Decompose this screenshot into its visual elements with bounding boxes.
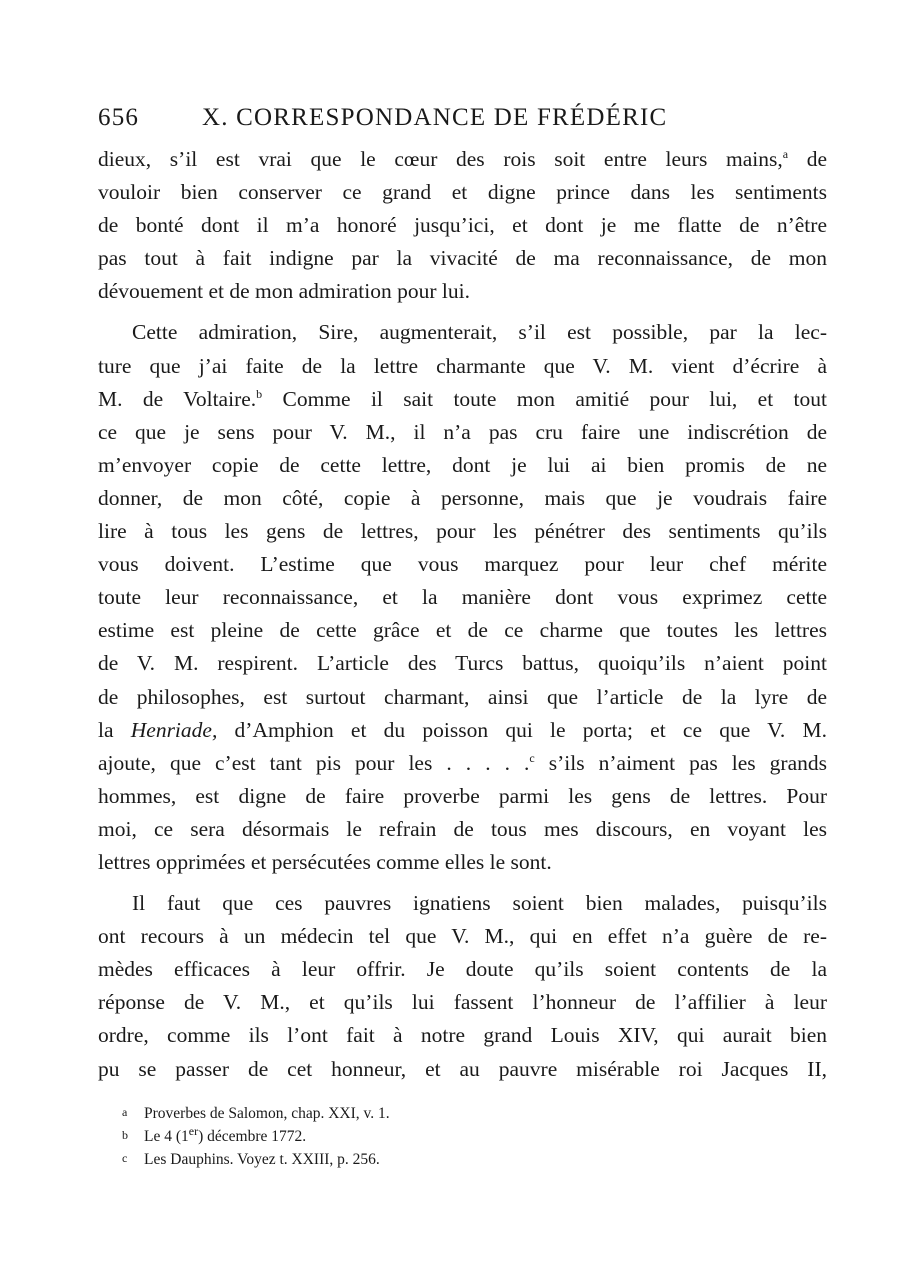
text-line: ce que je sens pour V. M., il n’a pas cru faire une indiscrétion de bbox=[98, 419, 827, 444]
footnote bbox=[122, 1101, 722, 1124]
text-line: lire à tous les gens de lettres, pour les pénétrer des sentiments qu’ils bbox=[98, 519, 827, 544]
footnote-mark: a bbox=[122, 1105, 128, 1119]
text-line: de philosophes, est surtout charmant, ainsi que l’article de la lyre de bbox=[98, 684, 827, 709]
footnote-text: Le 4 (1er) décembre 1772. bbox=[144, 1123, 307, 1145]
page-number: 656 bbox=[98, 104, 140, 131]
text-line: réponse de V. M., et qu’ils lui fassent l’honneur de l’affilier à leur bbox=[98, 990, 827, 1015]
text-line: Cette admiration, Sire, augmenterait, s’il est possible, par la lec- bbox=[132, 320, 827, 345]
text-line: toute leur reconnaissance, et la manière dont vous exprimez cette bbox=[98, 585, 827, 610]
text-line: ont recours à un médecin tel que V. M., qui en effet n’a guère de re- bbox=[98, 924, 827, 949]
running-title: X. CORRESPONDANCE DE FRÉDÉRIC bbox=[202, 104, 668, 131]
text-line: pas tout à fait indigne par la vivacité de ma reconnaissance, de mon bbox=[98, 246, 827, 271]
text-line: Il faut que ces pauvres ignatiens soient bien malades, puisqu’ils bbox=[132, 891, 827, 916]
text-line: moi, ce sera désormais le refrain de tous mes discours, en voyant les bbox=[98, 816, 827, 841]
footnote-mark: b bbox=[122, 1128, 128, 1142]
text-line: vouloir bien conserver ce grand et digne prince dans les sentiments bbox=[98, 180, 827, 205]
text-line: hommes, est digne de faire proverbe parmi les gens de lettres. Pour bbox=[98, 783, 827, 808]
text-line: mèdes efficaces à leur offrir. Je doute qu’ils soient contents de la bbox=[98, 957, 827, 982]
text-line: M. de Voltaire.$^b$ Comme il sait toute mon amitié pour lui, et tout bbox=[98, 386, 827, 411]
text-line: vous doivent. L’estime que vous marquez pour leur chef mérite bbox=[98, 552, 827, 577]
footnote bbox=[122, 1124, 722, 1147]
text-line: ajoute, que c’est tant pis pour les . . . . .$^c$ s’ils n’aiment pas les grands bbox=[98, 750, 827, 775]
running-header bbox=[98, 104, 818, 136]
text-line: pu se passer de cet honneur, et au pauvre misérable roi Jacques II, bbox=[98, 1056, 827, 1081]
text-line: de V. M. respirent. L’article des Turcs battus, quoiqu’ils n’aient point bbox=[98, 651, 827, 676]
footnote-ref-c: c bbox=[529, 750, 535, 765]
text-line: m’envoyer copie de cette lettre, dont je lui ai bien promis de ne bbox=[98, 452, 827, 477]
body-text bbox=[98, 143, 827, 1086]
footnote-ref-b: b bbox=[256, 386, 263, 401]
text-line: la Henriade, d’Amphion et du poisson qui le porta; et ce que V. M. bbox=[98, 717, 827, 742]
footnotes bbox=[122, 1101, 722, 1170]
footnote-mark: c bbox=[122, 1151, 128, 1165]
footnote bbox=[122, 1147, 722, 1170]
footnote-text: Les Dauphins. Voyez t. XXIII, p. 256. bbox=[144, 1151, 380, 1168]
text-line: estime est pleine de cette grâce et de ce charme que toutes les lettres bbox=[98, 618, 827, 643]
footnote-text: Proverbes de Salomon, chap. XXI, v. 1. bbox=[144, 1105, 390, 1122]
text-line: ordre, comme ils l’ont fait à notre grand Louis XIV, qui aurait bien bbox=[98, 1023, 827, 1048]
text-line: lettres opprimées et persécutées comme elles le sont. bbox=[98, 849, 552, 874]
text-line: dieux, s’il est vrai que le cœur des rois soit entre leurs mains,$^a$ de bbox=[98, 146, 827, 171]
text-line: dévouement et de mon admiration pour lui. bbox=[98, 279, 470, 304]
text-line: donner, de mon côté, copie à personne, mais que je voudrais faire bbox=[98, 485, 827, 510]
text-line: ture que j’ai faite de la lettre charmante que V. M. vient d’écrire à bbox=[98, 353, 827, 378]
work-title: Henriade, bbox=[130, 717, 218, 742]
footnote-ref-a: a bbox=[782, 146, 789, 161]
text-line: de bonté dont il m’a honoré jusqu’ici, et dont je me flatte de n’être bbox=[98, 213, 827, 238]
